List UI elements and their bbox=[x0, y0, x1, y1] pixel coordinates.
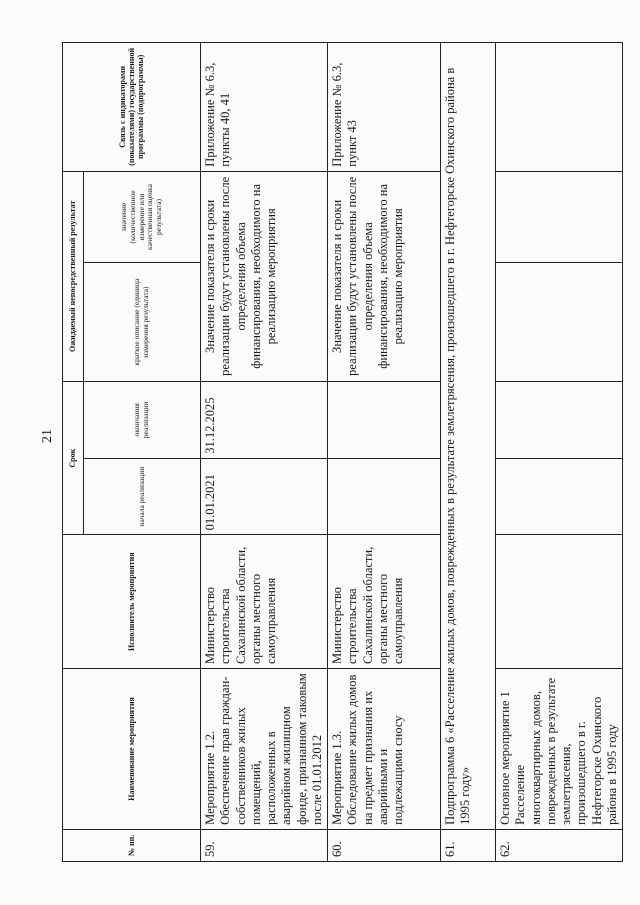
row-num: 59. bbox=[201, 829, 328, 861]
row-end bbox=[496, 382, 623, 459]
header-result-brief: краткое описание (единица измерения результата) bbox=[84, 263, 201, 382]
header-num: № пп. bbox=[63, 829, 201, 861]
header-result: Ожидаемый непосредственный результат bbox=[63, 171, 84, 381]
row-result-value bbox=[496, 171, 623, 263]
row-link: Приложение № 6.3, пункты 40, 41 bbox=[201, 43, 328, 172]
row-start: 01.01.2021 bbox=[201, 458, 328, 535]
row-num: 62. bbox=[496, 829, 623, 861]
header-term-start: начала реализации bbox=[84, 458, 201, 535]
row-start bbox=[496, 458, 623, 535]
table-row bbox=[328, 43, 441, 862]
row-executor: Министерство строительства Сахалинской области, органы местного самоуправления bbox=[328, 535, 441, 669]
page-number: 21 bbox=[40, 429, 55, 443]
row-start bbox=[328, 458, 441, 535]
row-num: 61. bbox=[441, 829, 496, 861]
row-result-brief bbox=[496, 263, 623, 382]
row-name: Мероприятие 1.2. Обеспечение прав граждан-собственников жилых помещений, расположенных в аварийном жилищном фонде, признанном таковым после 01.01.2012 bbox=[201, 669, 328, 830]
row-result: Значение показателя и сроки реализации будут установлены после определения объема финансирования, необходимого на реализацию мероприятия bbox=[328, 171, 441, 381]
row-end bbox=[328, 382, 441, 459]
row-num: 60. bbox=[328, 829, 441, 861]
table-row bbox=[201, 43, 328, 862]
header-result-value: значение (количественное измерение или качественная оценка результата) bbox=[84, 171, 201, 263]
header-link: Связь с индикаторами (показателями) государственной программы (подпрограммы) bbox=[63, 43, 201, 172]
row-link bbox=[496, 43, 623, 172]
row-link: Приложение № 6.3, пункт 43 bbox=[328, 43, 441, 172]
header-name: Наименование мероприятия bbox=[63, 669, 201, 830]
header-term: Срок bbox=[63, 382, 84, 535]
row-result: Значение показателя и сроки реализации будут установлены после определения объема финансирования, необходимого на реализацию мероприятия bbox=[201, 171, 328, 381]
row-end: 31.12.2025 bbox=[201, 382, 328, 459]
row-executor: Министерство строительства Сахалинской области, органы местного самоуправления bbox=[201, 535, 328, 669]
row-executor bbox=[496, 535, 623, 669]
table-row bbox=[496, 43, 623, 862]
rotated-table-container bbox=[62, 42, 619, 862]
subprogram-title: Подпрограмма 6 «Расселение жилых домов, поврежденных в результате землетрясения, произошедшего в г. Нефтегорске Охинского района в 1995 году» bbox=[441, 43, 496, 830]
header-term-end: окончания реализации bbox=[84, 382, 201, 459]
row-name: Мероприятие 1.3. Обследование жилых домов на предмет признания их аварийными и подлежащими сносу bbox=[328, 669, 441, 830]
row-name: Основное мероприятие 1 Расселение многоквартирных домов, поврежденных в результате землетрясения, произошедшего в г. Нефтегорске Охинского района в 1995 году bbox=[496, 669, 623, 830]
table-row bbox=[441, 43, 496, 862]
measures-table bbox=[62, 42, 623, 862]
header-executor: Исполнитель мероприятия bbox=[63, 535, 201, 669]
